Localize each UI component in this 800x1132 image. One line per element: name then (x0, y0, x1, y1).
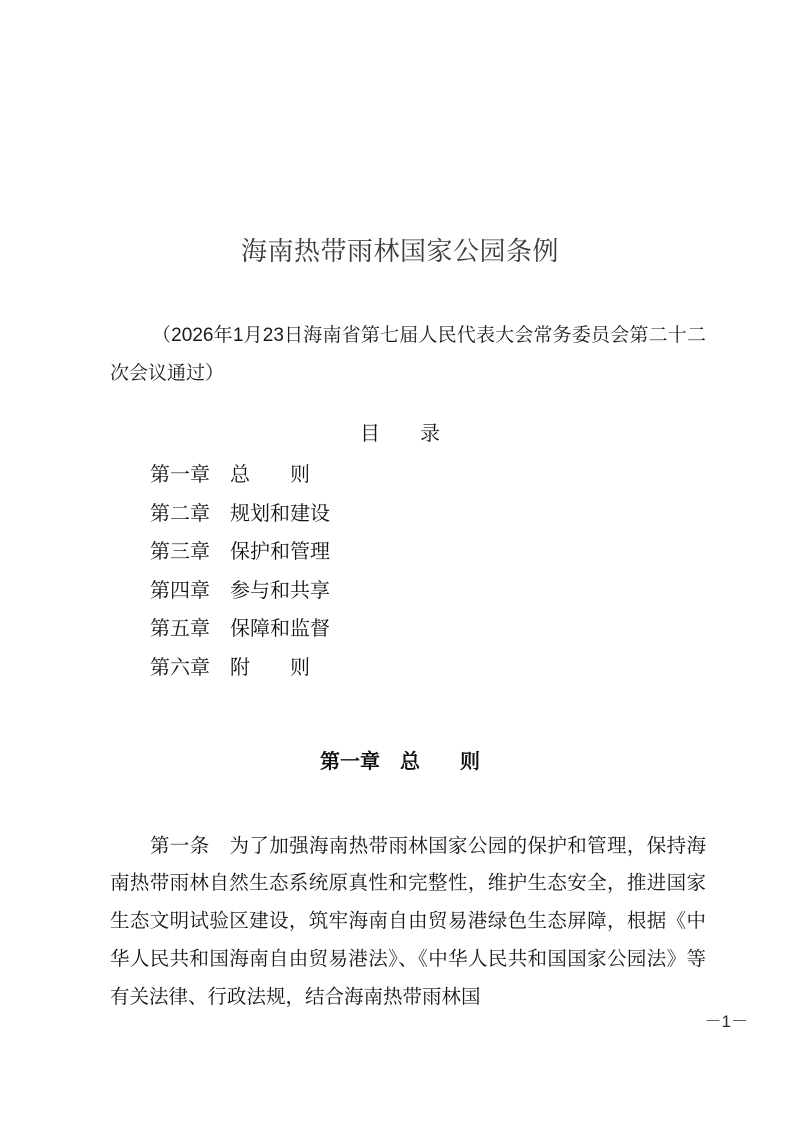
toc-entry-chapter-5[interactable]: 第五章 保障和监督 (150, 618, 330, 640)
page-title: 海南热带雨林国家公园条例 (240, 236, 559, 267)
page-number: －1－ (704, 1012, 748, 1031)
article-text-1: 第一条 为了加强海南热带雨林国家公园的保护和管理，保持海南热带雨林自然生态系统原真性和完整性，维护生态安全，推进国家生态文明试验区建设，筑牢海南自由贸易港绿色生态屏障，根据《中华人民共和国海南自由贸易港法》、《中华人民共和国国家公园法》等有关法律、行政法规，结合海南热带雨林国 (110, 834, 706, 1008)
enactment-note: （2026年1月23日海南省第七届人民代表大会常务委员会第二十二次会议通过） (110, 325, 706, 384)
chapter-heading: 第一章 总 则 (320, 750, 480, 773)
toc-entry-chapter-1[interactable]: 第一章 总 则 (150, 464, 310, 486)
toc-entry-chapter-6[interactable]: 第六章 附 则 (150, 656, 310, 679)
toc-heading: 目 录 (360, 423, 440, 445)
toc-entry-chapter-4[interactable]: 第四章 参与和共享 (150, 579, 330, 602)
toc-entry-chapter-3[interactable]: 第三章 保护和管理 (150, 541, 330, 563)
table-of-contents (150, 456, 570, 687)
toc-entry-chapter-2[interactable]: 第二章 规划和建设 (150, 502, 330, 525)
